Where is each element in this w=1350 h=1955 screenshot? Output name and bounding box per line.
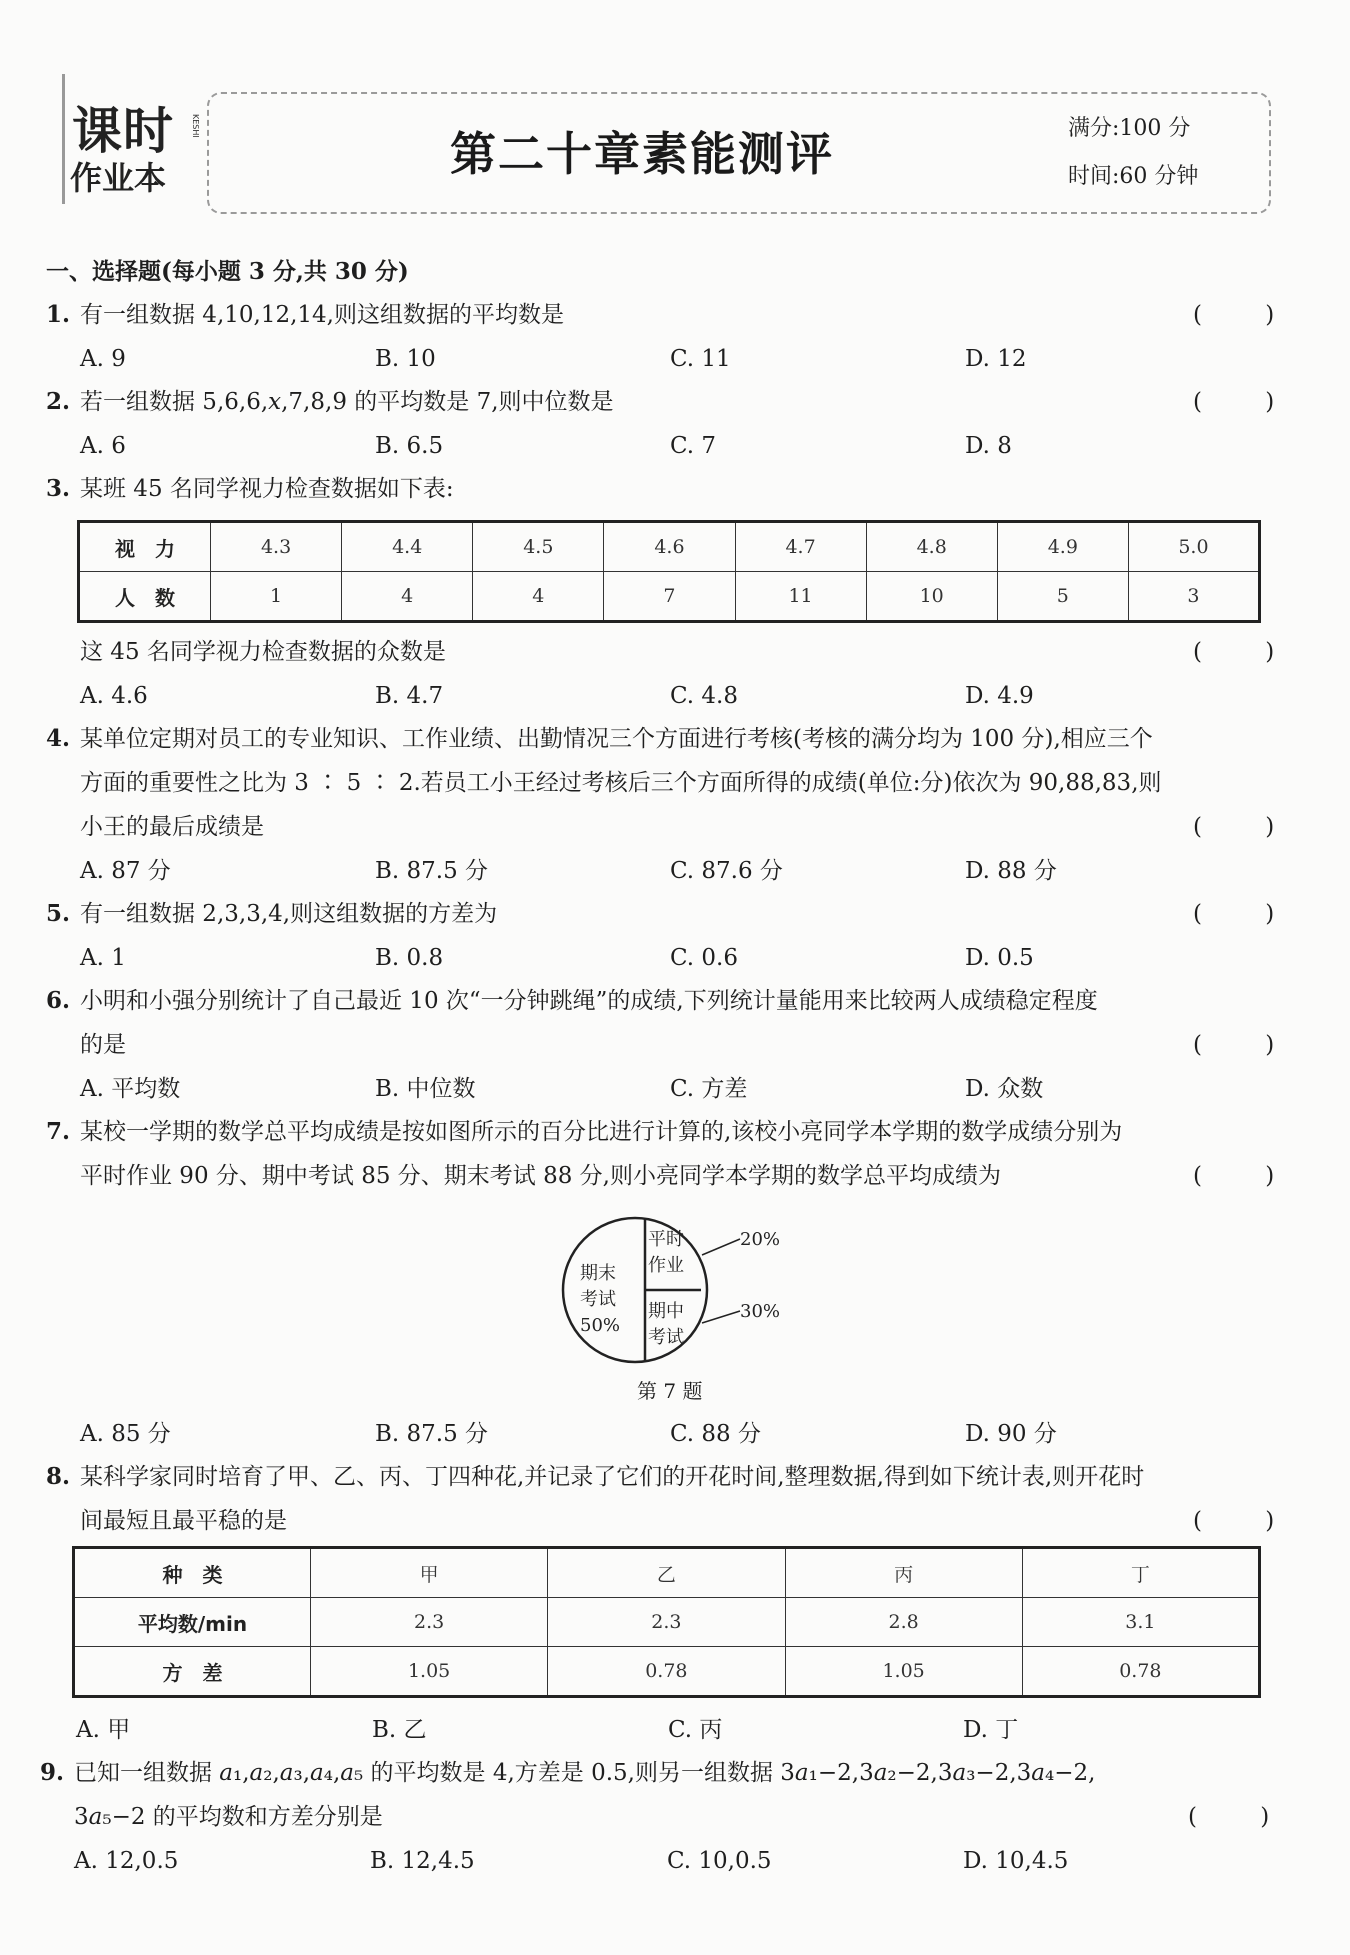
table-cell: 3.1 bbox=[1022, 1598, 1259, 1647]
table-cell: 5 bbox=[997, 572, 1128, 622]
option-d[interactable]: D. 90 分 bbox=[965, 1421, 1057, 1447]
pie-label-final-2: 考试 bbox=[580, 1289, 616, 1310]
question-stem: 这 45 名同学视力检查数据的众数是 bbox=[80, 639, 446, 665]
table-cell: 2.3 bbox=[311, 1598, 548, 1647]
brand-divider bbox=[62, 74, 65, 204]
table-cell: 4 bbox=[473, 572, 604, 622]
answer-blank[interactable]: ( ) bbox=[1188, 1804, 1298, 1830]
pie-label-midterm-2: 考试 bbox=[648, 1327, 684, 1348]
option-b[interactable]: B. 87.5 分 bbox=[375, 858, 489, 884]
flower-table bbox=[72, 1546, 1261, 1698]
option-d[interactable]: D. 88 分 bbox=[965, 858, 1057, 884]
time-limit: 时间:60 分钟 bbox=[1068, 164, 1199, 189]
option-a[interactable]: A. 4.6 bbox=[80, 683, 148, 709]
table-cell: 4.5 bbox=[473, 522, 604, 572]
table-cell: 4 bbox=[342, 572, 473, 622]
brand-logo-bottom: 作业本 bbox=[70, 159, 167, 197]
full-score: 满分:100 分 bbox=[1068, 116, 1191, 141]
option-a[interactable]: A. 87 分 bbox=[80, 858, 171, 884]
option-a[interactable]: A. 6 bbox=[80, 433, 126, 459]
brand-logo-top: 课时 bbox=[72, 102, 174, 160]
question-stem: 某校一学期的数学总平均成绩是按如图所示的百分比进行计算的,该校小亮同学本学期的数学成绩分别为 bbox=[80, 1119, 1123, 1145]
option-a[interactable]: A. 1 bbox=[80, 945, 126, 971]
question-stem: 方面的重要性之比为 3 ∶ 5 ∶ 2.若员工小王经过考核后三个方面所得的成绩(单位:分)依次为 90,88,83,则 bbox=[80, 770, 1162, 796]
table-cell: 0.78 bbox=[548, 1647, 785, 1697]
option-c[interactable]: C. 7 bbox=[670, 433, 717, 459]
table-cell: 4.3 bbox=[211, 522, 342, 572]
option-d[interactable]: D. 10,4.5 bbox=[963, 1848, 1069, 1874]
brand-logo-small: KESHI bbox=[191, 114, 200, 138]
table-cell: 1 bbox=[211, 572, 342, 622]
table-row-label: 人 数 bbox=[79, 572, 211, 622]
table-cell: 10 bbox=[866, 572, 997, 622]
option-b[interactable]: B. 10 bbox=[375, 346, 436, 372]
answer-blank[interactable]: ( ) bbox=[1193, 1032, 1303, 1058]
option-c[interactable]: C. 方差 bbox=[670, 1076, 748, 1102]
question-number: 7. bbox=[46, 1118, 71, 1145]
table-cell: 7 bbox=[604, 572, 735, 622]
answer-blank[interactable]: ( ) bbox=[1193, 639, 1303, 665]
table-row bbox=[74, 1598, 1260, 1647]
option-b[interactable]: B. 6.5 bbox=[375, 433, 444, 459]
table-row bbox=[79, 572, 1260, 622]
question-number: 6. bbox=[46, 987, 71, 1014]
question-stem: 某班 45 名同学视力检查数据如下表: bbox=[80, 476, 454, 502]
pie-callouts bbox=[700, 1215, 800, 1365]
option-d[interactable]: D. 12 bbox=[965, 346, 1027, 372]
question-stem: 已知一组数据 𝑎₁,𝑎₂,𝑎₃,𝑎₄,𝑎₅ 的平均数是 4,方差是 0.5,则另一组数据 3𝑎₁−2,3𝑎₂−2,3𝑎₃−2,3𝑎₄−2, bbox=[74, 1760, 1096, 1786]
question-stem: 若一组数据 5,6,6,𝑥,7,8,9 的平均数是 7,则中位数是 bbox=[80, 389, 614, 415]
table-cell: 4.4 bbox=[342, 522, 473, 572]
option-a[interactable]: A. 85 分 bbox=[80, 1421, 171, 1447]
question-stem: 有一组数据 4,10,12,14,则这组数据的平均数是 bbox=[80, 302, 564, 328]
question-number: 3. bbox=[46, 475, 71, 502]
table-header-cell: 丁 bbox=[1022, 1548, 1259, 1598]
question-number: 8. bbox=[46, 1463, 71, 1490]
pie-label-homework-2: 作业 bbox=[648, 1255, 684, 1276]
table-cell: 4.8 bbox=[866, 522, 997, 572]
pie-label-midterm-1: 期中 bbox=[648, 1301, 684, 1322]
option-a[interactable]: A. 12,0.5 bbox=[74, 1848, 179, 1874]
option-c[interactable]: C. 4.8 bbox=[670, 683, 738, 709]
option-c[interactable]: C. 88 分 bbox=[670, 1421, 761, 1447]
table-row-label: 方 差 bbox=[74, 1647, 311, 1697]
table-cell: 11 bbox=[735, 572, 866, 622]
option-d[interactable]: D. 0.5 bbox=[965, 945, 1034, 971]
question-stem: 某单位定期对员工的专业知识、工作业绩、出勤情况三个方面进行考核(考核的满分均为 100 分),相应三个 bbox=[80, 726, 1153, 752]
option-b[interactable]: B. 中位数 bbox=[375, 1076, 476, 1102]
section-heading: 一、选择题(每小题 3 分,共 30 分) bbox=[46, 258, 409, 285]
option-c[interactable]: C. 丙 bbox=[668, 1717, 723, 1743]
pie-pct-homework: 20% bbox=[740, 1229, 781, 1250]
table-row bbox=[79, 522, 1260, 572]
table-row-label: 平均数/min bbox=[74, 1598, 311, 1647]
option-b[interactable]: B. 87.5 分 bbox=[375, 1421, 489, 1447]
page-title: 第二十章素能测评 bbox=[450, 127, 834, 181]
option-c[interactable]: C. 11 bbox=[670, 346, 731, 372]
option-d[interactable]: D. 众数 bbox=[965, 1076, 1044, 1102]
table-cell: 4.9 bbox=[997, 522, 1128, 572]
table-row bbox=[74, 1647, 1260, 1697]
question-stem: 间最短且最平稳的是 bbox=[80, 1508, 287, 1534]
answer-blank[interactable]: ( ) bbox=[1193, 389, 1303, 415]
table-cell: 1.05 bbox=[785, 1647, 1022, 1697]
table-cell: 1.05 bbox=[311, 1647, 548, 1697]
question-number: 1. bbox=[46, 301, 71, 328]
answer-blank[interactable]: ( ) bbox=[1193, 302, 1303, 328]
table-header-cell: 乙 bbox=[548, 1548, 785, 1598]
pie-label-final-1: 期末 bbox=[580, 1263, 616, 1284]
question-stem: 某科学家同时培育了甲、乙、丙、丁四种花,并记录了它们的开花时间,整理数据,得到如下统计表,则开花时 bbox=[80, 1464, 1145, 1490]
table-cell: 0.78 bbox=[1022, 1647, 1259, 1697]
callout-line bbox=[702, 1239, 740, 1255]
brand-logo bbox=[66, 104, 216, 204]
pie-pct-midterm: 30% bbox=[740, 1301, 781, 1322]
callout-line bbox=[702, 1311, 740, 1323]
table-cell: 2.8 bbox=[785, 1598, 1022, 1647]
question-number: 2. bbox=[46, 388, 71, 415]
answer-blank[interactable]: ( ) bbox=[1193, 1163, 1303, 1189]
question-number: 9. bbox=[40, 1759, 65, 1786]
table-header-cell: 甲 bbox=[311, 1548, 548, 1598]
option-b[interactable]: B. 乙 bbox=[372, 1717, 427, 1743]
option-d[interactable]: D. 8 bbox=[965, 433, 1012, 459]
pie-label-homework-1: 平时 bbox=[648, 1229, 684, 1250]
option-d[interactable]: D. 丁 bbox=[963, 1717, 1019, 1743]
option-c[interactable]: C. 87.6 分 bbox=[670, 858, 783, 884]
table-row bbox=[74, 1548, 1260, 1598]
table-cell: 4.6 bbox=[604, 522, 735, 572]
option-b[interactable]: B. 0.8 bbox=[375, 945, 444, 971]
table-cell: 5.0 bbox=[1128, 522, 1259, 572]
table-cell: 2.3 bbox=[548, 1598, 785, 1647]
pie-label-final-pct: 50% bbox=[580, 1315, 621, 1336]
table-row-label: 种 类 bbox=[74, 1548, 311, 1598]
table-header-cell: 丙 bbox=[785, 1548, 1022, 1598]
option-a[interactable]: A. 9 bbox=[80, 346, 126, 372]
option-b[interactable]: B. 4.7 bbox=[375, 683, 444, 709]
question-stem: 3𝑎₅−2 的平均数和方差分别是 bbox=[74, 1804, 383, 1830]
option-c[interactable]: C. 0.6 bbox=[670, 945, 738, 971]
table-cell: 3 bbox=[1128, 572, 1259, 622]
answer-blank[interactable]: ( ) bbox=[1193, 901, 1303, 927]
option-a[interactable]: A. 甲 bbox=[76, 1717, 131, 1743]
option-c[interactable]: C. 10,0.5 bbox=[667, 1848, 772, 1874]
question-number: 4. bbox=[46, 725, 71, 752]
table-row-label: 视 力 bbox=[79, 522, 211, 572]
question-stem: 的是 bbox=[80, 1032, 126, 1058]
table-cell: 4.7 bbox=[735, 522, 866, 572]
answer-blank[interactable]: ( ) bbox=[1193, 814, 1303, 840]
question-number: 5. bbox=[46, 900, 71, 927]
option-d[interactable]: D. 4.9 bbox=[965, 683, 1034, 709]
option-a[interactable]: A. 平均数 bbox=[80, 1076, 181, 1102]
question-stem: 有一组数据 2,3,3,4,则这组数据的方差为 bbox=[80, 901, 498, 927]
answer-blank[interactable]: ( ) bbox=[1193, 1508, 1303, 1534]
question-stem: 小王的最后成绩是 bbox=[80, 814, 264, 840]
grade-weight-pie-chart bbox=[560, 1215, 710, 1365]
figure-caption: 第 7 题 bbox=[637, 1379, 703, 1403]
question-stem: 小明和小强分别统计了自己最近 10 次“一分钟跳绳”的成绩,下列统计量能用来比较两人成绩稳定程度 bbox=[80, 988, 1098, 1014]
option-b[interactable]: B. 12,4.5 bbox=[370, 1848, 475, 1874]
vision-table bbox=[77, 520, 1261, 623]
question-stem: 平时作业 90 分、期中考试 85 分、期末考试 88 分,则小亮同学本学期的数学总平均成绩为 bbox=[80, 1163, 1001, 1189]
